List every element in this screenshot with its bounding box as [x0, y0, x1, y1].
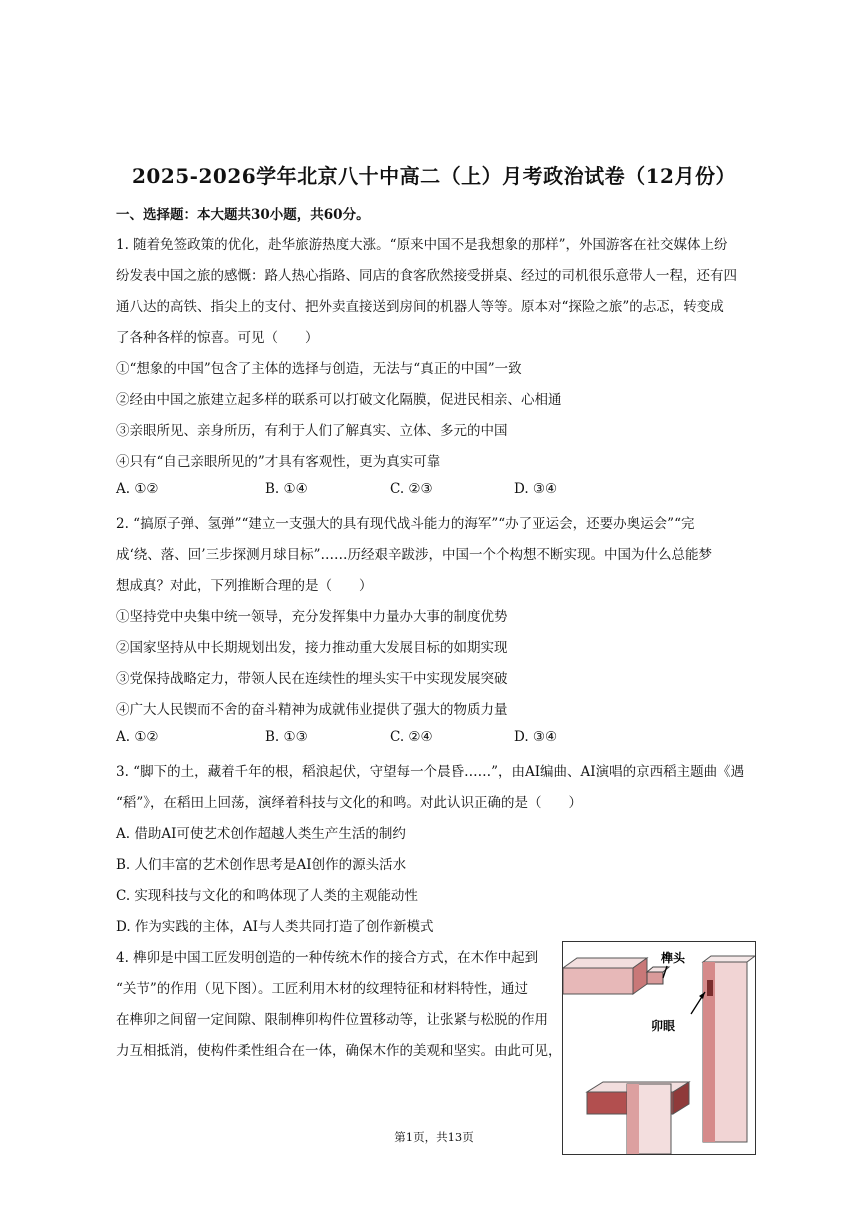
question-1-line: 通八达的高铁、指尖上的支付、把外卖直接送到房间的机器人等等。原本对“探险之旅”的忐忑，转变成	[116, 299, 724, 315]
mortise-label: 卯眼	[651, 1019, 676, 1033]
question-1-statement: ②经由中国之旅建立起多样的联系可以打破文化隔膜，促进民相亲、心相通	[116, 392, 562, 408]
question-2-option-b: B. ①③	[265, 729, 308, 745]
question-2-option-c: C. ②④	[390, 729, 433, 745]
tenon-label: 榫头	[661, 951, 686, 965]
section-heading: 一、选择题：本大题共30小题，共60分。	[116, 207, 370, 223]
question-3-option-b: B. 人们丰富的艺术创作思考是AI创作的源头活水	[116, 857, 407, 873]
question-2-option-d: D. ③④	[514, 729, 558, 745]
question-3-line: “稻”》，在稻田上回荡，演绎着科技与文化的和鸣。对此认识正确的是（ ）	[116, 795, 583, 811]
page-footer: 第1页，共13页	[394, 1130, 474, 1144]
question-1-line: 了各种各样的惊喜。可见（ ）	[116, 330, 319, 346]
question-3-option-d: D. 作为实践的主体，AI与人类共同打造了创作新模式	[116, 919, 434, 935]
question-2-statement: ④广大人民锲而不舍的奋斗精神为成就伟业提供了强大的物质力量	[116, 702, 508, 718]
question-2-statement: ②国家坚持从中长期规划出发，接力推动重大发展目标的如期实现	[116, 640, 508, 656]
question-2-line: 想成真？对此，下列推断合理的是（ ）	[116, 578, 373, 594]
question-2-line: 2. “搞原子弹、氢弹”“建立一支强大的具有现代战斗能力的海军”“办了亚运会，还要办奥运会”“完	[116, 516, 695, 532]
question-1-statement: ④只有“自己亲眼所见的”才具有客观性，更为真实可靠	[116, 454, 441, 470]
question-1-option-c: C. ②③	[390, 481, 433, 497]
question-1-option-d: D. ③④	[514, 481, 558, 497]
question-1-statement: ③亲眼所见、亲身所历，有利于人们了解真实、立体、多元的中国	[116, 423, 508, 439]
question-2-statement: ①坚持党中央集中统一领导，充分发挥集中力量办大事的制度优势	[116, 609, 508, 625]
question-1-statement: ①“想象的中国”包含了主体的选择与创造，无法与“真正的中国”一致	[116, 361, 522, 377]
question-2-line: 成‘绕、落、回’三步探测月球目标”……历经艰辛跋涉，中国一个个构想不断实现。中国为什么总能梦	[116, 547, 712, 563]
question-2-statement: ③党保持战略定力，带领人民在连续性的埋头实干中实现发展突破	[116, 671, 508, 687]
question-1-option-b: B. ①④	[265, 481, 308, 497]
mortise-tenon-figure	[562, 941, 756, 1155]
question-1-line: 纷发表中国之旅的感慨：路人热心指路、同店的食客欣然接受拼桌、经过的司机很乐意带人一程，还有四	[116, 268, 737, 284]
question-3-line: 3. “脚下的土，藏着千年的根，稻浪起伏，守望每一个晨昏……”，由AI编曲、AI演唱的京西稻主题曲《遇	[116, 764, 745, 780]
question-4-line: 在榫卯之间留一定间隙、限制榫卯构件位置移动等，让张紧与松脱的作用	[116, 1012, 548, 1028]
question-3-option-c: C. 实现科技与文化的和鸣体现了人类的主观能动性	[116, 888, 418, 904]
question-4-line: “关节”的作用（见下图）。工匠利用木材的纹理特征和材料特性，通过	[116, 981, 529, 997]
page-title: 2025-2026学年北京八十中高二（上）月考政治试卷（12月份）	[132, 164, 736, 188]
mortise-tenon-illustration	[563, 942, 755, 1154]
question-4-line: 力互相抵消，使构件柔性组合在一体，确保木作的美观和坚实。由此可见，	[116, 1043, 562, 1059]
question-1-option-a: A. ①②	[116, 481, 159, 497]
question-3-option-a: A. 借助AI可使艺术创作超越人类生产生活的制约	[116, 826, 406, 842]
question-2-option-a: A. ①②	[116, 729, 159, 745]
question-1-line: 1. 随着免签政策的优化，赴华旅游热度大涨。“原来中国不是我想象的那样”，外国游客在社交媒体上纷	[116, 237, 728, 253]
question-4-line: 4. 榫卯是中国工匠发明创造的一种传统木作的接合方式，在木作中起到	[116, 950, 539, 966]
